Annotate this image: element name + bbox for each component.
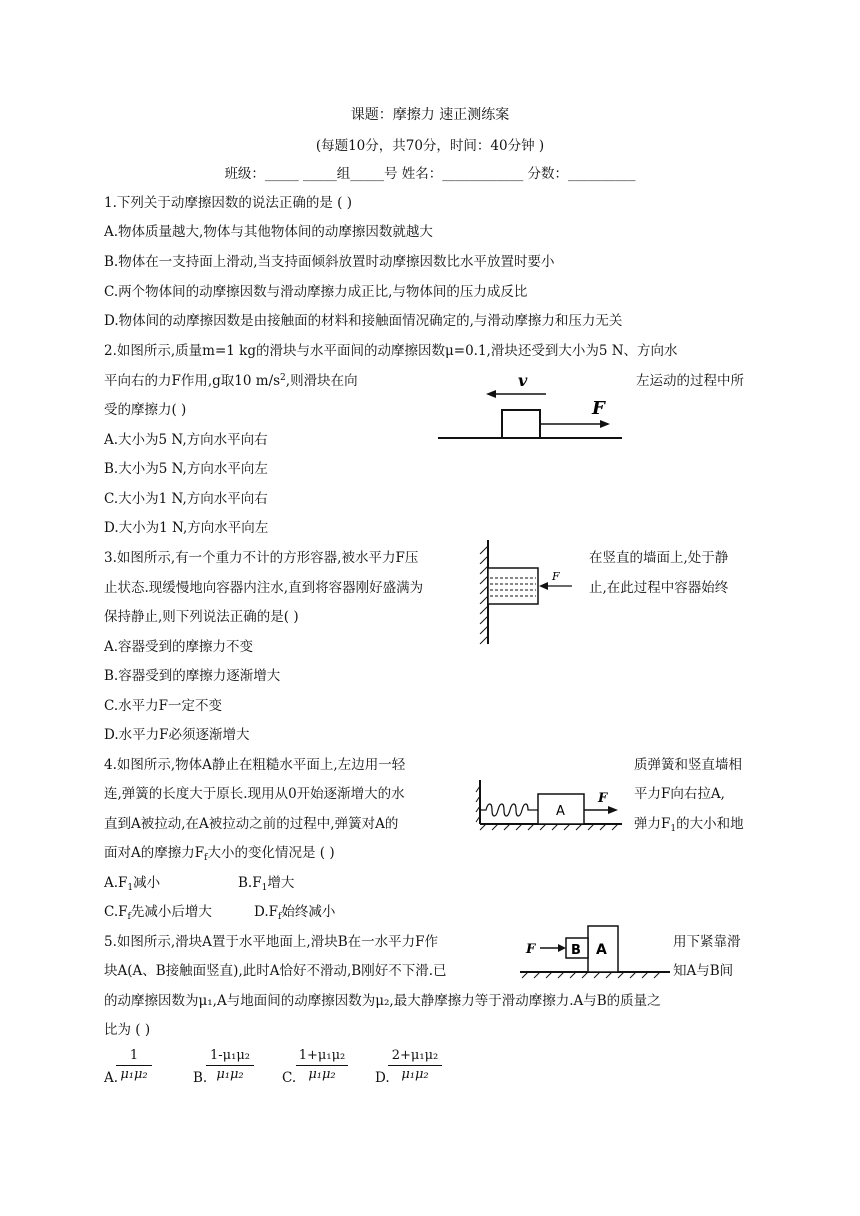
q1-option-b: B.物体在一支持面上滑动,当支持面倾斜放置时动摩擦因数比水平放置时要小 <box>104 254 555 270</box>
q5-option-c-fraction <box>296 1047 348 1084</box>
q2-superscript: 2 <box>280 373 286 383</box>
q4-stem-line3: 直到A被拉动,在A被拉动之前的过程中,弹簧对A的 <box>104 816 399 832</box>
q4-line3-post: 的大小和地 <box>676 816 744 832</box>
q4-d-pre: D.F <box>254 904 279 920</box>
page-subtitle: (每题10分，共70分，时间：40分钟 ) <box>315 138 545 154</box>
q4-figure <box>476 774 626 830</box>
q4-a-pre: A.F <box>104 875 128 891</box>
q1-option-a: A.物体质量越大,物体与其他物体间的动摩擦因数就越大 <box>104 224 433 240</box>
q3-stem-line2-right: 止,在此过程中容器始终 <box>589 580 729 596</box>
q3-stem-line2: 止状态.现缓慢地向容器内注水,直到将容器刚好盛满为 <box>104 580 424 596</box>
q2-stem-line2-mid: ,则滑块在向 <box>285 373 358 389</box>
q5-fig-f-label: F <box>526 942 536 957</box>
q4-line3-pre: 弹力F <box>634 816 671 832</box>
q3-stem-line1-right: 在竖直的墙面上,处于静 <box>589 550 729 566</box>
q5-option-d-fraction <box>388 1047 442 1084</box>
q2-option-d: D.大小为1 N,方向水平向左 <box>104 520 269 536</box>
q5-option-b-fraction <box>206 1047 254 1084</box>
q2-stem-line2 <box>104 369 358 389</box>
q2-option-a: A.大小为5 N,方向水平向右 <box>104 432 268 448</box>
q5-option-d-letter: D. <box>375 1070 390 1086</box>
q4-c-sub: f <box>127 912 131 922</box>
q2-stem-line1: 2.如图所示,质量m=1 kg的滑块与水平面间的动摩擦因数μ=0.1,滑块还受到大小为5 N、方向水 <box>104 343 678 359</box>
q3-option-a: A.容器受到的摩擦力不变 <box>104 639 254 655</box>
q4-fig-a-label: A <box>556 804 565 819</box>
q5-stem-line1: 5.如图所示,滑块A置于水平地面上,滑块B在一水平力F作 <box>104 934 438 950</box>
q2-stem-line2-text: 平向右的力F作用,g取10 m/s <box>104 373 281 389</box>
q5-figure <box>516 924 674 980</box>
q4-stem-line1: 4.如图所示,物体A静止在粗糙水平面上,左边用一轻 <box>104 757 406 773</box>
q5-option-a-letter: A. <box>104 1070 119 1086</box>
q4-stem-line4 <box>104 841 335 863</box>
q3-stem-line3: 保持静止,则下列说法正确的是( ) <box>104 609 299 625</box>
q4-b-sub: 1 <box>261 883 268 893</box>
q3-fig-f-label: F <box>552 570 560 583</box>
q5-option-b-letter: B. <box>193 1070 208 1086</box>
q4-stem-line3-right <box>634 812 744 834</box>
q4-line4-pre: 面对A的摩擦力F <box>104 845 205 861</box>
q4-stem-line2: 连,弹簧的长度大于原长.现用从0开始逐渐增大的水 <box>104 786 405 802</box>
q1-stem: 1.下列关于动摩擦因数的说法正确的是 ( ) <box>104 195 352 211</box>
q4-stem-line1-right: 质弹簧和竖直墙相 <box>634 757 742 773</box>
q5-option-c-numerator: 1+μ₁μ₂ <box>296 1047 348 1066</box>
q5-option-c-letter: C. <box>282 1070 297 1086</box>
q2-fig-v-label: v <box>518 371 528 390</box>
q4-b-post: 增大 <box>267 875 295 891</box>
q5-stem-line1-right: 用下紧靠滑 <box>673 934 741 950</box>
q4-stem-line2-right: 平力F向右拉A, <box>634 786 725 802</box>
q5-option-a-denominator: μ₁μ₂ <box>120 1067 148 1082</box>
q4-option-c <box>104 900 212 922</box>
q2-stem-line2-right: 左运动的过程中所 <box>636 373 744 389</box>
q5-fig-a-label: A <box>596 942 607 958</box>
page-title: 课题：摩擦力 速正测练案 <box>350 107 510 123</box>
q2-option-c: C.大小为1 N,方向水平向右 <box>104 491 268 507</box>
q1-option-d: D.物体间的动摩擦因数是由接触面的材料和接触面情况确定的,与滑动摩擦力和压力无关 <box>104 313 623 329</box>
q2-figure <box>436 372 626 442</box>
q4-line4-sub: f <box>204 853 208 863</box>
q4-a-post: 减小 <box>133 875 161 891</box>
q3-option-d: D.水平力F必须逐渐增大 <box>104 727 250 743</box>
q4-a-sub: 1 <box>127 883 134 893</box>
q4-b-pre: B.F <box>238 875 262 891</box>
q5-option-a-fraction <box>116 1047 152 1084</box>
q5-option-a-numerator: 1 <box>116 1047 152 1066</box>
q2-fig-f-label: F <box>592 398 605 419</box>
q5-stem-line2-right: 知A与B间 <box>673 963 734 979</box>
q2-option-b: B.大小为5 N,方向水平向左 <box>104 461 268 477</box>
q3-stem-line1: 3.如图所示,有一个重力不计的方形容器,被水平力F压 <box>104 550 419 566</box>
q5-stem-line2: 块A(A、B接触面竖直),此时A恰好不滑动,B刚好不下滑.已 <box>104 963 447 979</box>
q4-c-post: 先减小后增大 <box>130 904 212 920</box>
q4-option-d <box>254 900 335 922</box>
q5-option-c-denominator: μ₁μ₂ <box>308 1067 336 1082</box>
q3-option-b: B.容器受到的摩擦力逐渐增大 <box>104 668 281 684</box>
q4-line3-sub: 1 <box>670 824 677 834</box>
q5-option-b-numerator: 1-μ₁μ₂ <box>206 1047 254 1066</box>
q2-stem-line3: 受的摩擦力( ) <box>104 402 187 418</box>
student-info-line: 班级：_____ _____组_____号 姓名：____________ 分数：__________ <box>224 166 636 182</box>
q4-option-b <box>238 871 294 893</box>
q5-fig-b-label: B <box>571 943 581 958</box>
q4-line4-post: 大小的变化情况是 ( ) <box>207 845 335 861</box>
q3-figure <box>476 538 580 648</box>
q3-option-c: C.水平力F一定不变 <box>104 698 223 714</box>
q5-stem-line4: 比为 ( ) <box>104 1022 151 1038</box>
q4-fig-f-label: F <box>598 791 608 806</box>
q1-option-c: C.两个物体间的动摩擦因数与滑动摩擦力成正比,与物体间的压力成反比 <box>104 284 528 300</box>
q4-d-post: 始终减小 <box>281 904 336 920</box>
q4-option-a <box>104 871 160 893</box>
q5-option-b-denominator: μ₁μ₂ <box>216 1067 244 1082</box>
q5-stem-line3: 的动摩擦因数为μ₁,A与地面间的动摩擦因数为μ₂,最大静摩擦力等于滑动摩擦力.A与B的质量之 <box>104 993 661 1009</box>
q4-c-pre: C.F <box>104 904 128 920</box>
q4-d-sub: f <box>278 912 282 922</box>
q5-option-d-numerator: 2+μ₁μ₂ <box>388 1047 442 1066</box>
q5-option-d-denominator: μ₁μ₂ <box>401 1067 429 1082</box>
